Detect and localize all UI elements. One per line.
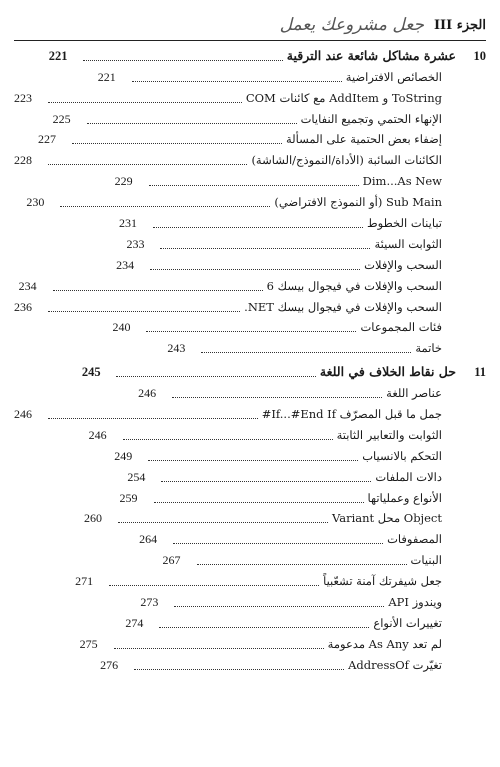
entry-page-number: 254 bbox=[127, 469, 146, 484]
chapter-page-number: 245 bbox=[81, 365, 101, 380]
part-label: الجزء III bbox=[433, 17, 486, 33]
entry-page-number: 223 bbox=[14, 90, 32, 105]
entry-page-number: 276 bbox=[100, 657, 119, 672]
entry-page-number: 275 bbox=[79, 636, 98, 651]
entry-page-number: 227 bbox=[37, 132, 56, 147]
dot-leader bbox=[72, 123, 282, 144]
entry-page-number: 228 bbox=[14, 153, 32, 168]
chapter-number: 10 bbox=[473, 48, 486, 63]
dot-leader bbox=[123, 419, 333, 440]
entry-title: Object محل Variant bbox=[331, 511, 442, 526]
entry-title: المصفوفات bbox=[387, 532, 442, 547]
entry-page-number: 236 bbox=[14, 299, 32, 314]
dot-leader bbox=[201, 332, 411, 353]
dot-leader bbox=[109, 565, 319, 586]
entry-page-number: 274 bbox=[125, 615, 144, 630]
dot-leader bbox=[160, 228, 370, 249]
entry-page-number: 264 bbox=[139, 532, 158, 547]
entry-title: ويندوز API bbox=[388, 595, 442, 610]
entry-page-number: 240 bbox=[112, 320, 131, 335]
entry-title: الثوابت السيئة bbox=[374, 236, 442, 251]
dot-leader bbox=[48, 82, 242, 103]
entry-page-number: 273 bbox=[140, 595, 159, 610]
entry-title: السحب والإفلات bbox=[364, 257, 442, 272]
chapter-title: حل نقاط الخلاف في اللغة bbox=[319, 364, 456, 380]
dot-leader bbox=[83, 40, 283, 61]
dot-leader bbox=[87, 103, 297, 124]
entry-page-number: 243 bbox=[167, 341, 186, 356]
dot-leader bbox=[146, 311, 356, 332]
dot-leader bbox=[173, 523, 383, 544]
dot-leader bbox=[148, 440, 358, 461]
entry-title: جعل شيفرتك آمنة تشعّبياً bbox=[323, 574, 442, 589]
entry-title: الإنهاء الحتمي وتجميع النفايات bbox=[300, 111, 442, 126]
dot-leader bbox=[161, 461, 371, 482]
entry-title: خاتمة bbox=[415, 341, 442, 356]
entry-title: السحب والإفلات في فيجوال بيسك NET. bbox=[244, 299, 442, 314]
dot-leader bbox=[149, 165, 359, 186]
dot-leader bbox=[116, 356, 316, 377]
entry-title: لم تعد As Any مدعومة bbox=[327, 636, 442, 651]
dot-leader bbox=[132, 61, 342, 82]
dot-leader bbox=[150, 249, 360, 270]
entry-page-number: 271 bbox=[75, 574, 94, 589]
entry-page-number: 221 bbox=[97, 69, 116, 84]
dot-leader bbox=[114, 628, 324, 649]
entry-page-number: 234 bbox=[116, 257, 135, 272]
entry-page-number: 230 bbox=[26, 195, 45, 210]
entry-title: ToString و AddItem مع كائنات COM bbox=[245, 90, 442, 105]
dot-leader bbox=[174, 586, 384, 607]
entry-title: Dim...As New bbox=[362, 174, 442, 189]
dot-leader bbox=[48, 291, 240, 312]
entry-title: إضفاء بعض الحتمية على المسألة bbox=[285, 132, 442, 147]
chapter-title: عشرة مشاكل شائعة عند الترقية bbox=[286, 47, 456, 63]
dot-leader bbox=[159, 607, 369, 628]
entry-title: فئات المجموعات bbox=[360, 320, 442, 335]
dot-leader bbox=[154, 482, 364, 503]
chapter-page-number: 221 bbox=[48, 48, 68, 63]
dot-leader bbox=[48, 144, 247, 165]
entry-page-number: 233 bbox=[126, 236, 145, 251]
dot-leader bbox=[153, 207, 363, 228]
entry-title: الأنواع وعملياتها bbox=[367, 490, 442, 505]
dot-leader bbox=[60, 186, 270, 207]
entry-page-number: 246 bbox=[88, 427, 107, 442]
entry-title: التحكم بالانسياب bbox=[362, 448, 442, 463]
entry-title: Sub Main (أو النموذج الافتراضي) bbox=[274, 195, 442, 210]
entry-title: دالات الملفات bbox=[375, 469, 442, 484]
entry-page-number: 246 bbox=[14, 407, 32, 422]
dot-leader bbox=[118, 502, 328, 523]
entry-title: البنيات bbox=[410, 553, 442, 568]
dot-leader bbox=[134, 649, 344, 670]
part-title: جعل مشروعك يعمل bbox=[279, 15, 424, 35]
entry-page-number: 229 bbox=[114, 174, 133, 189]
table-of-contents bbox=[14, 45, 486, 675]
entry-title: الكائنات السائبة (الأداة/النموذج/الشاشة) bbox=[251, 153, 442, 168]
dot-leader bbox=[172, 377, 382, 398]
entry-title: تغيّرت AddressOf bbox=[348, 657, 442, 672]
toc-entry[interactable] bbox=[14, 654, 486, 675]
entry-page-number: 249 bbox=[114, 448, 133, 463]
dot-leader bbox=[197, 544, 407, 565]
entry-page-number: 246 bbox=[138, 386, 157, 401]
entry-page-number: 234 bbox=[18, 278, 37, 293]
entry-page-number: 267 bbox=[162, 553, 181, 568]
dot-leader bbox=[53, 270, 263, 291]
entry-title: تغييرات الأنواع bbox=[373, 615, 442, 630]
entry-title: تباينات الخطوط bbox=[367, 216, 442, 231]
dot-leader bbox=[48, 398, 258, 419]
entry-title: السحب والإفلات في فيجوال بيسك 6 bbox=[266, 278, 442, 293]
part-header bbox=[14, 12, 486, 38]
entry-page-number: 259 bbox=[119, 490, 138, 505]
entry-title: عناصر اللغة bbox=[386, 386, 442, 401]
toc-entry[interactable] bbox=[14, 337, 486, 358]
entry-page-number: 231 bbox=[119, 216, 138, 231]
entry-title: الخصائص الافتراضية bbox=[345, 69, 442, 84]
entry-page-number: 225 bbox=[52, 111, 71, 126]
entry-title: الثوابت والتعابير الثابتة bbox=[336, 427, 442, 442]
entry-title: جمل ما قبل المصرّف If...#End If# bbox=[261, 407, 442, 422]
entry-page-number: 260 bbox=[83, 511, 102, 526]
chapter-number: 11 bbox=[474, 365, 486, 380]
